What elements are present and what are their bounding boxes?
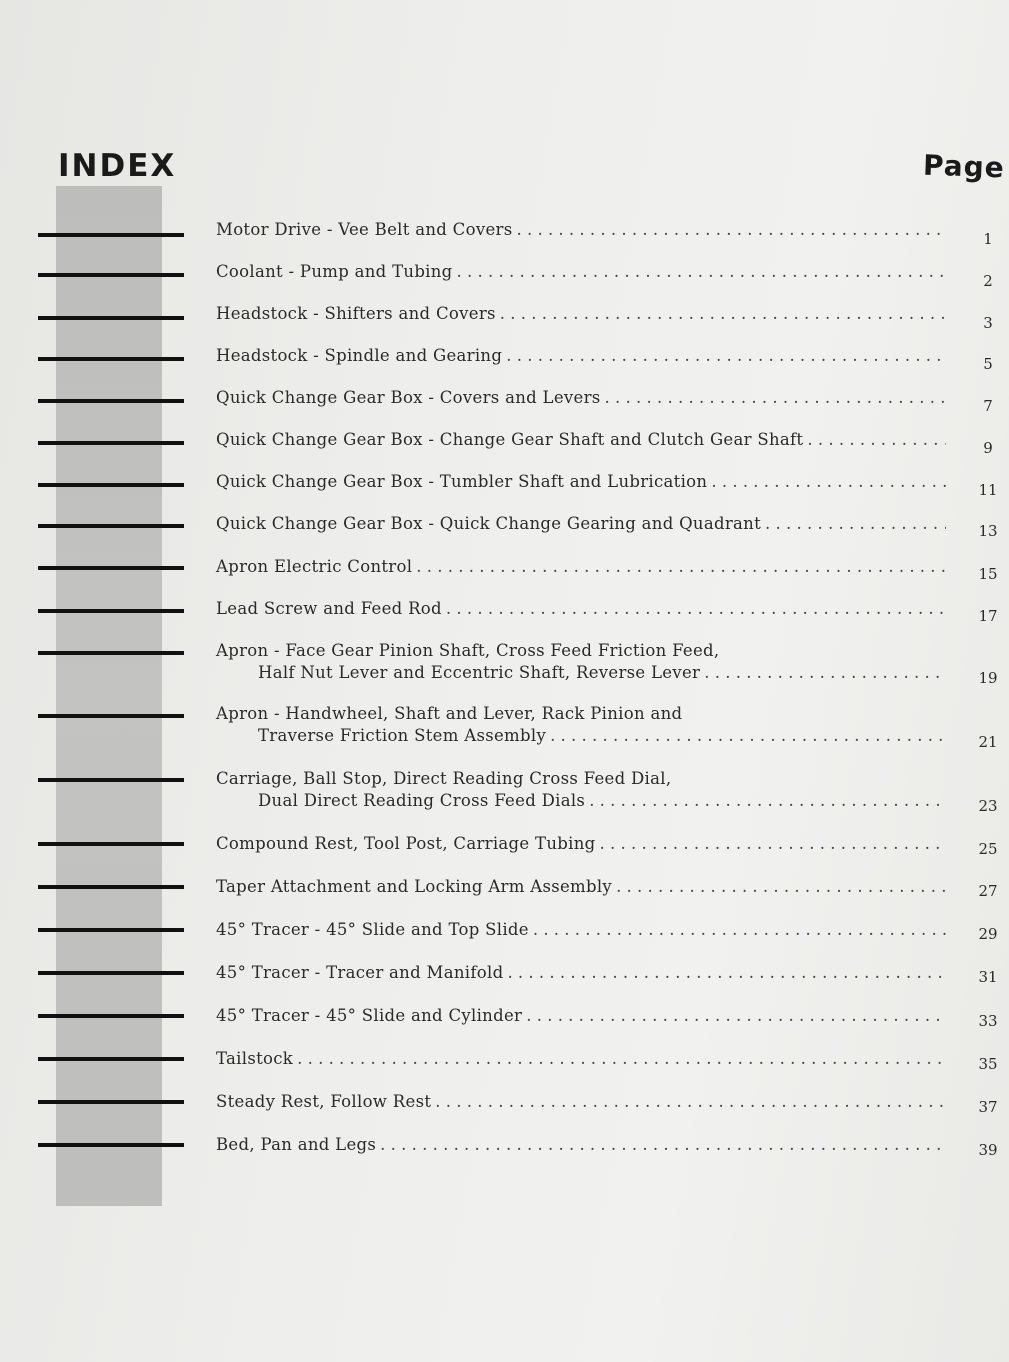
index-entry xyxy=(216,876,946,898)
entry-title: Motor Drive - Vee Belt and Covers xyxy=(216,220,513,239)
entry-title: Headstock - Shifters and Covers xyxy=(216,304,496,323)
dot-leader xyxy=(807,429,946,451)
entry-title: Taper Attachment and Locking Arm Assembly xyxy=(216,877,613,896)
page-number: 1 xyxy=(983,230,993,248)
page-number: 31 xyxy=(978,968,998,986)
index-entry xyxy=(216,471,946,493)
page-number: 37 xyxy=(978,1098,998,1116)
index-entry xyxy=(216,833,946,855)
entry-title: 45° Tracer - 45° Slide and Cylinder xyxy=(216,1006,523,1025)
dot-leader xyxy=(704,662,946,684)
entry-title-continued: Half Nut Lever and Eccentric Shaft, Reverse Lever xyxy=(258,663,701,682)
dot-leader xyxy=(711,471,946,493)
entry-title: 45° Tracer - 45° Slide and Top Slide xyxy=(216,920,529,939)
entry-title: Quick Change Gear Box - Covers and Levers xyxy=(216,388,601,407)
index-entry xyxy=(216,387,946,409)
index-entry xyxy=(216,261,946,283)
dot-leader xyxy=(600,833,947,855)
index-entry xyxy=(216,919,946,941)
index-entry xyxy=(216,598,946,620)
index-entry xyxy=(216,513,946,535)
index-entry xyxy=(216,962,946,984)
page-number: 27 xyxy=(978,882,998,900)
dot-leader xyxy=(446,598,946,620)
entry-title: Quick Change Gear Box - Change Gear Shaft and Clutch Gear Shaft xyxy=(216,430,804,449)
dot-leader xyxy=(297,1048,946,1070)
dot-leader xyxy=(550,725,946,747)
dot-leader xyxy=(589,790,946,812)
entry-title: Quick Change Gear Box - Tumbler Shaft and Lubrication xyxy=(216,472,708,491)
index-entry xyxy=(216,703,946,747)
entry-title-continued: Traverse Friction Stem Assembly xyxy=(258,726,547,745)
index-entry xyxy=(216,1134,946,1156)
index-entry xyxy=(216,303,946,325)
entry-title: Compound Rest, Tool Post, Carriage Tubing xyxy=(216,834,596,853)
dot-leader xyxy=(416,556,946,578)
entry-title: Bed, Pan and Legs xyxy=(216,1135,377,1154)
dot-leader xyxy=(765,513,946,535)
dot-leader xyxy=(605,387,946,409)
page-number: 3 xyxy=(983,314,993,332)
page-number: 13 xyxy=(978,522,998,540)
page-number: 19 xyxy=(978,669,998,687)
entry-title: Apron Electric Control xyxy=(216,557,413,576)
page-number: 23 xyxy=(978,797,998,815)
entry-title: Lead Screw and Feed Rod xyxy=(216,599,442,618)
dot-leader xyxy=(533,919,946,941)
entry-title-continued: Dual Direct Reading Cross Feed Dials xyxy=(258,791,586,810)
page-number: 11 xyxy=(978,481,998,499)
page-number: 39 xyxy=(978,1141,998,1159)
dot-leader xyxy=(616,876,946,898)
page-number: 17 xyxy=(978,607,998,625)
index-entry xyxy=(216,768,946,812)
index-entry xyxy=(216,1005,946,1027)
page-number: 35 xyxy=(978,1055,998,1073)
dot-leader xyxy=(435,1091,946,1113)
dot-leader xyxy=(507,962,946,984)
index-entry xyxy=(216,345,946,367)
dot-leader xyxy=(500,303,946,325)
page-number: 25 xyxy=(978,840,998,858)
page-number: 7 xyxy=(983,397,993,415)
page-number: 21 xyxy=(978,733,998,751)
entry-title: Carriage, Ball Stop, Direct Reading Cross Feed Dial, xyxy=(216,769,672,788)
page-column-title: Page xyxy=(922,148,1006,185)
page-number: 9 xyxy=(983,439,993,457)
index-title: INDEX xyxy=(58,148,177,184)
dot-leader xyxy=(506,345,946,367)
entry-title: Coolant - Pump and Tubing xyxy=(216,262,453,281)
entry-title: Tailstock xyxy=(216,1049,294,1068)
page-number: 2 xyxy=(983,272,993,290)
dot-leader xyxy=(526,1005,946,1027)
entry-title: Apron - Handwheel, Shaft and Lever, Rack Pinion and xyxy=(216,704,683,723)
entry-title: Apron - Face Gear Pinion Shaft, Cross Feed Friction Feed, xyxy=(216,641,720,660)
index-entry xyxy=(216,1048,946,1070)
index-entry xyxy=(216,556,946,578)
entry-title: Quick Change Gear Box - Quick Change Gearing and Quadrant xyxy=(216,514,762,533)
page-number: 33 xyxy=(978,1012,998,1030)
page-number: 5 xyxy=(983,355,993,373)
dot-leader xyxy=(380,1134,946,1156)
index-entry xyxy=(216,429,946,451)
dot-leader xyxy=(457,261,946,283)
entry-title: Headstock - Spindle and Gearing xyxy=(216,346,503,365)
entry-title: Steady Rest, Follow Rest xyxy=(216,1092,432,1111)
page-number: 29 xyxy=(978,925,998,943)
index-entry xyxy=(216,219,946,241)
page-number: 15 xyxy=(978,565,998,583)
dot-leader xyxy=(516,219,946,241)
entry-title: 45° Tracer - Tracer and Manifold xyxy=(216,963,504,982)
index-entry xyxy=(216,640,946,684)
index-entry xyxy=(216,1091,946,1113)
